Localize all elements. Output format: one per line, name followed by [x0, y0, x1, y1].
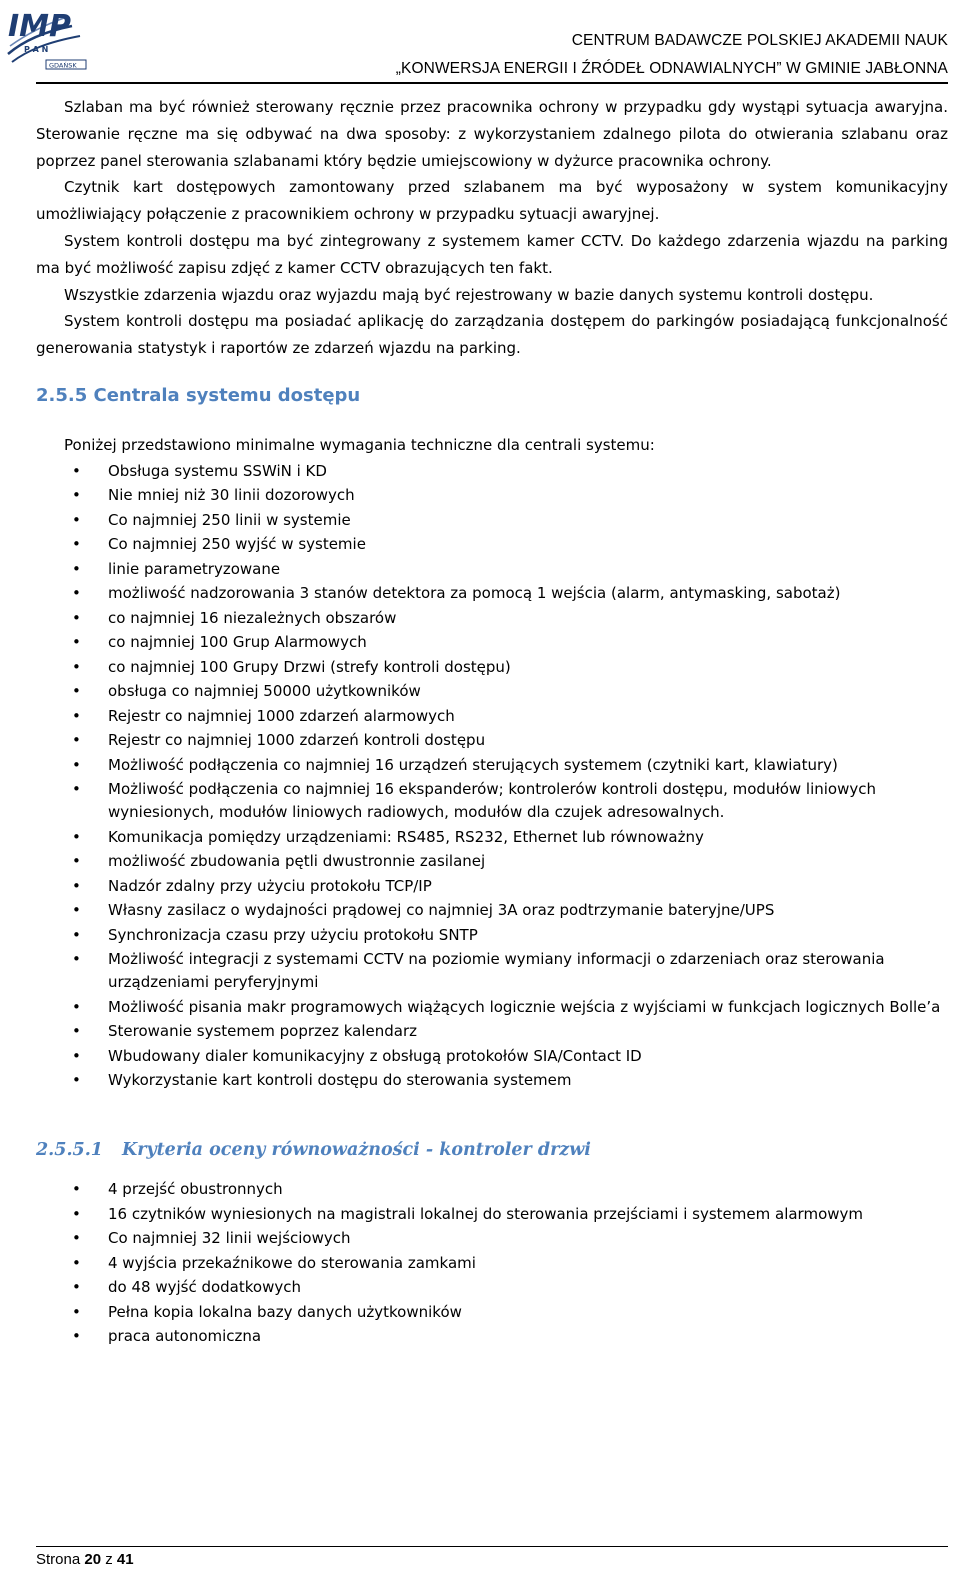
bullet-icon: • — [72, 755, 81, 774]
header-title — [396, 27, 948, 83]
paragraph: System kontroli dostępu ma być zintegrowany z systemem kamer CCTV. Do każdego zdarzenia wjazdu na parking ma być możliwość zapisu zdjęć z kamer CCTV obrazujących ten fakt. — [36, 231, 948, 277]
svg-text:P A N: P A N — [24, 45, 49, 54]
list-item: • Rejestr co najmniej 1000 zdarzeń kontroli dostępu — [36, 729, 948, 752]
bullet-icon: • — [72, 1046, 81, 1065]
section-intro: Poniżej przedstawiono minimalne wymagania techniczne dla centrali systemu: — [64, 435, 655, 454]
requirements-list — [36, 460, 948, 1093]
bullet-icon: • — [72, 925, 81, 944]
list-item: • Co najmniej 250 wyjść w systemie — [36, 533, 948, 556]
list-item: • możliwość nadzorowania 3 stanów detektora za pomocą 1 wejścia (alarm, antymasking, sabotaż) — [36, 582, 948, 605]
list-item: • Własny zasilacz o wydajności prądowej co najmniej 3A oraz podtrzymanie bateryjne/UPS — [36, 899, 948, 922]
footer-page-number: 20 — [84, 1551, 102, 1568]
paragraph: Wszystkie zdarzenia wjazdu oraz wyjazdu mają być rejestrowany w bazie danych systemu kontroli dostępu. — [64, 285, 874, 304]
bullet-icon: • — [72, 633, 81, 652]
list-item: • Nadzór zdalny przy użyciu protokołu TCP/IP — [36, 875, 948, 898]
bullet-icon: • — [72, 584, 81, 603]
bullet-icon: • — [72, 950, 81, 969]
list-item: • 4 przejść obustronnych — [36, 1178, 948, 1201]
bullet-icon: • — [72, 901, 81, 920]
bullet-icon: • — [72, 852, 81, 871]
list-item: • Co najmniej 32 linii wejściowych — [36, 1227, 948, 1250]
list-item: • Synchronizacja czasu przy użyciu protokołu SNTP — [36, 924, 948, 947]
bullet-icon: • — [72, 1229, 81, 1248]
bullet-icon: • — [72, 608, 81, 627]
bullet-icon: • — [72, 657, 81, 676]
controller-criteria-list — [36, 1178, 948, 1348]
bullet-icon: • — [72, 510, 81, 529]
svg-text:GDAŃSK: GDAŃSK — [49, 61, 77, 70]
list-item: • Wbudowany dialer komunikacyjny z obsługą protokołów SIA/Contact ID — [36, 1045, 948, 1068]
bullet-icon: • — [72, 486, 81, 505]
bullet-icon: • — [72, 1022, 81, 1041]
list-item: • co najmniej 16 niezależnych obszarów — [36, 607, 948, 630]
list-item: • 4 wyjścia przekaźnikowe do sterowania zamkami — [36, 1252, 948, 1275]
list-item: • Rejestr co najmniej 1000 zdarzeń alarmowych — [36, 705, 948, 728]
section-heading: 2.5.5 Centrala systemu dostępu — [36, 384, 361, 406]
list-item: • Komunikacja pomiędzy urządzeniami: RS485, RS232, Ethernet lub równoważny — [36, 826, 948, 849]
bullet-icon: • — [72, 1204, 81, 1223]
list-item: • Obsługa systemu SSWiN i KD — [36, 460, 948, 483]
bullet-icon: • — [72, 1327, 81, 1346]
list-item: • co najmniej 100 Grup Alarmowych — [36, 631, 948, 654]
bullet-icon: • — [72, 535, 81, 554]
footer-page-label: Strona — [36, 1551, 81, 1568]
subsection-heading — [36, 1136, 948, 1164]
list-item: • możliwość zbudowania pętli dwustronnie zasilanej — [36, 850, 948, 873]
page-header — [0, 0, 960, 84]
bullet-icon: • — [72, 1071, 81, 1090]
header-line-1: CENTRUM BADAWCZE POLSKIEJ AKADEMII NAUK — [571, 32, 948, 49]
paragraph: Czytnik kart dostępowych zamontowany przed szlabanem ma być wyposażony w system komunikacyjny umożliwiający połączenie z pracownikiem ochrony w przypadku sytuacji awaryjnej. — [36, 178, 948, 224]
svg-text:IMP: IMP — [8, 9, 72, 44]
list-item: • Nie mniej niż 30 linii dozorowych — [36, 484, 948, 507]
bullet-icon: • — [72, 731, 81, 750]
list-item: • linie parametryzowane — [36, 558, 948, 581]
footer-page-total: 41 — [116, 1551, 134, 1568]
list-item: • Sterowanie systemem poprzez kalendarz — [36, 1020, 948, 1043]
list-item: • Możliwość integracji z systemami CCTV na poziomie wymiany informacji o zdarzeniach oraz sterowania urządzeniami peryferyjnymi — [72, 950, 885, 992]
paragraph: Szlaban ma być również sterowany ręcznie przez pracownika ochrony w przypadku gdy wystąpi sytuacja awaryjna. Sterowanie ręczne ma się odbywać na dwa sposoby: z wykorzystaniem zdalnego pilota do otwierania szlabanu oraz poprzez panel sterowania szlabanami który będzie umiejscowiony w dyżurce pracownika ochrony. — [36, 98, 948, 170]
subsection-number: 2.5.5.1 — [36, 1140, 103, 1161]
bullet-icon: • — [72, 1253, 81, 1272]
list-item: • 16 czytników wyniesionych na magistrali lokalnej do sterowania przejściami i systemem alarmowym — [36, 1203, 948, 1226]
document-body — [36, 94, 948, 1350]
page-footer — [36, 1546, 948, 1571]
bullet-icon: • — [72, 1302, 81, 1321]
list-item: • co najmniej 100 Grupy Drzwi (strefy kontroli dostępu) — [36, 656, 948, 679]
bullet-icon: • — [72, 682, 81, 701]
footer-page-separator: z — [105, 1551, 113, 1568]
list-item: • praca autonomiczna — [36, 1325, 948, 1348]
list-item: • Pełna kopia lokalna bazy danych użytkowników — [36, 1301, 948, 1324]
list-item: • Co najmniej 250 linii w systemie — [36, 509, 948, 532]
imp-pan-logo — [2, 2, 90, 74]
header-line-2: „KONWERSJA ENERGII I ŹRÓDEŁ ODNAWIALNYCH” W GMINIE JABŁONNA — [395, 60, 948, 77]
paragraph: System kontroli dostępu ma posiadać aplikację do zarządzania dostępem do parkingów posiadającą funkcjonalność generowania statystyk i raportów ze zdarzeń wjazdu na parking. — [36, 312, 948, 358]
header-divider — [36, 82, 948, 84]
subsection-title: Kryteria oceny równoważności - kontroler drzwi — [122, 1140, 591, 1161]
bullet-icon: • — [72, 461, 81, 480]
list-item: • do 48 wyjść dodatkowych — [36, 1276, 948, 1299]
bullet-icon: • — [72, 827, 81, 846]
list-item: • Możliwość podłączenia co najmniej 16 urządzeń sterujących systemem (czytniki kart, klawiatury) — [36, 754, 948, 777]
bullet-icon: • — [72, 559, 81, 578]
list-item: • Wykorzystanie kart kontroli dostępu do sterowania systemem — [36, 1069, 948, 1092]
bullet-icon: • — [72, 1278, 81, 1297]
list-item: • Możliwość pisania makr programowych wiążących logicznie wejścia z wyjściami w funkcjach logicznych Bolle’a — [36, 996, 948, 1019]
bullet-icon: • — [72, 876, 81, 895]
list-item: • obsługa co najmniej 50000 użytkowników — [36, 680, 948, 703]
list-item: • Możliwość podłączenia co najmniej 16 ekspanderów; kontrolerów kontroli dostępu, modułów liniowych wyniesionych, modułów liniowych radiowych, modułów dla czujek adresowalnych. — [72, 780, 877, 822]
bullet-icon: • — [72, 1180, 81, 1199]
bullet-icon: • — [72, 706, 81, 725]
bullet-icon: • — [72, 997, 81, 1016]
bullet-icon: • — [72, 780, 81, 799]
